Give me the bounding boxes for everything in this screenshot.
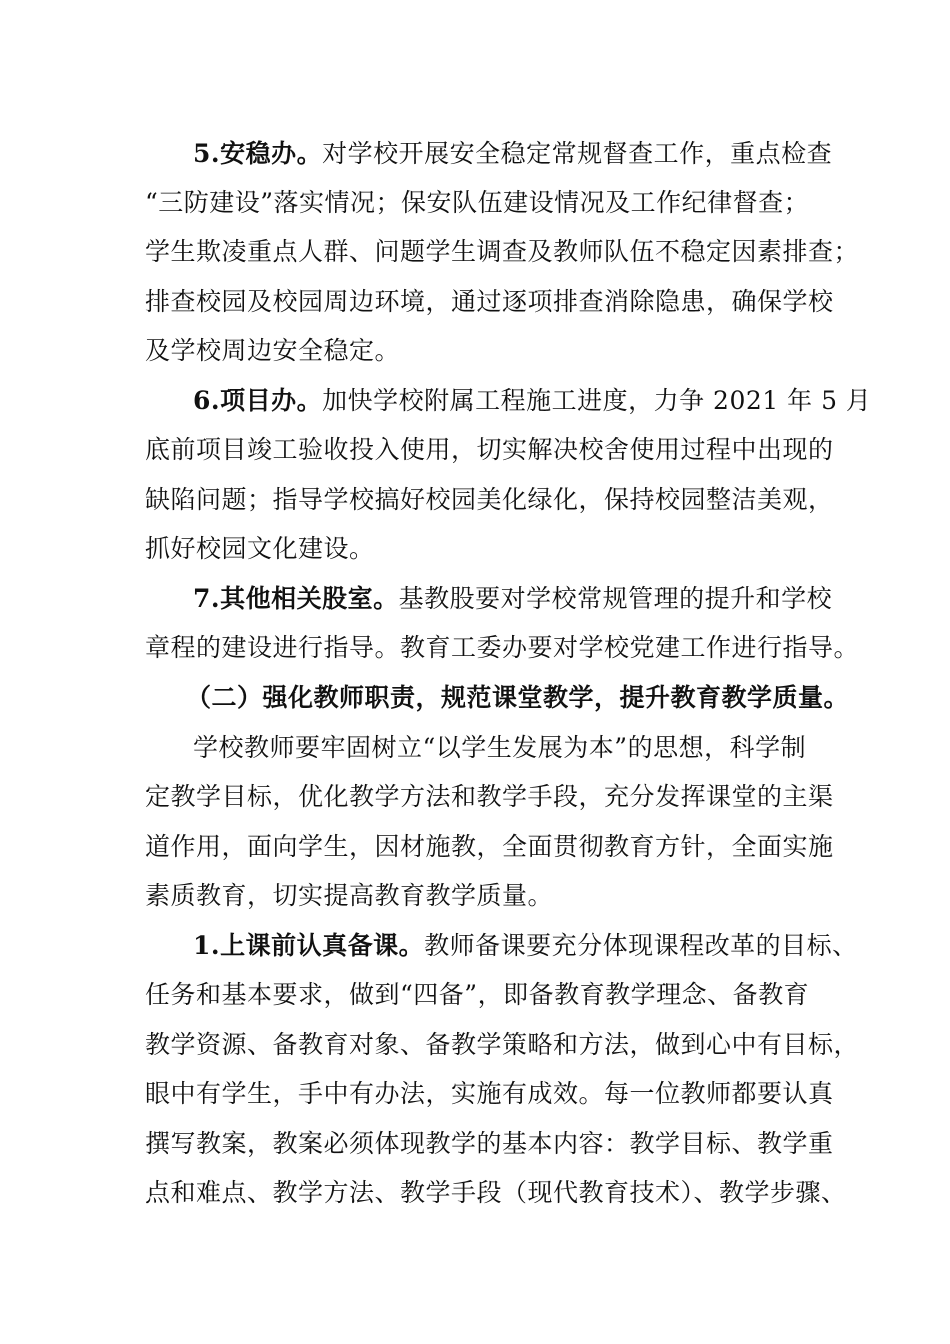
paragraph-line: 定教学目标，优化教学方法和教学手段，充分发挥课堂的主渠	[145, 782, 834, 811]
paragraph-line: 教学资源、备教育对象、备教学策略和方法，做到心中有目标，	[145, 1030, 860, 1059]
section-heading: 1.上课前认真备课。	[193, 931, 425, 960]
paragraph-text: 教师备课要充分体现课程改革的目标、	[424, 931, 858, 960]
paragraph-line: 道作用，面向学生，因材施教，全面贯彻教育方针，全面实施	[145, 832, 834, 861]
paragraph-line: 撰写教案，教案必须体现教学的基本内容：教学目标、教学重	[145, 1129, 834, 1158]
section-heading: 5.安稳办。	[193, 139, 323, 168]
paragraph-line: 章程的建设进行指导。教育工委办要对学校党建工作进行指导。	[145, 633, 860, 662]
paragraph-line: 缺陷问题；指导学校搞好校园美化绿化，保持校园整洁美观，	[145, 485, 834, 514]
paragraph-line: 及学校周边安全稳定。	[145, 336, 401, 365]
paragraph-line	[193, 929, 858, 963]
paragraph-line: 任务和基本要求，做到“四备”，即备教育教学理念、备教育	[145, 980, 810, 1009]
paragraph-line: 素质教育，切实提高教育教学质量。	[145, 881, 554, 910]
paragraph-line: 眼中有学生，手中有办法，实施有成效。每一位教师都要认真	[145, 1079, 834, 1108]
section-title: （二）强化教师职责，规范课堂教学，提升教育教学质量。	[186, 683, 850, 712]
paragraph-line: 点和难点、教学方法、教学手段（现代教育技术）、教学步骤、	[145, 1178, 847, 1207]
paragraph-line: 学生欺凌重点人群、问题学生调查及教师队伍不稳定因素排查；	[145, 237, 860, 266]
section-heading: 6.项目办。	[193, 386, 323, 415]
paragraph-line	[193, 582, 832, 616]
paragraph-line: “三防建设”落实情况；保安队伍建设情况及工作纪律督查；	[145, 188, 810, 217]
paragraph-line: 排查校园及校园周边环境，通过逐项排查消除隐患，确保学校	[145, 287, 834, 316]
paragraph-line	[193, 137, 832, 171]
paragraph-text: 对学校开展安全稳定常规督查工作，重点检查	[322, 139, 833, 168]
section-heading: 7.其他相关股室。	[193, 584, 399, 613]
paragraph-text: 基教股要对学校常规管理的提升和学校	[398, 584, 833, 613]
paragraph-line: 抓好校园文化建设。	[145, 534, 375, 563]
paragraph-line: 底前项目竣工验收投入使用，切实解决校舍使用过程中出现的	[145, 435, 834, 464]
paragraph-line: 学校教师要牢固树立“以学生发展为本”的思想，科学制	[193, 733, 807, 762]
paragraph-line	[193, 384, 871, 418]
paragraph-text: 加快学校附属工程施工进度，力争 2021 年 5 月	[322, 386, 872, 415]
